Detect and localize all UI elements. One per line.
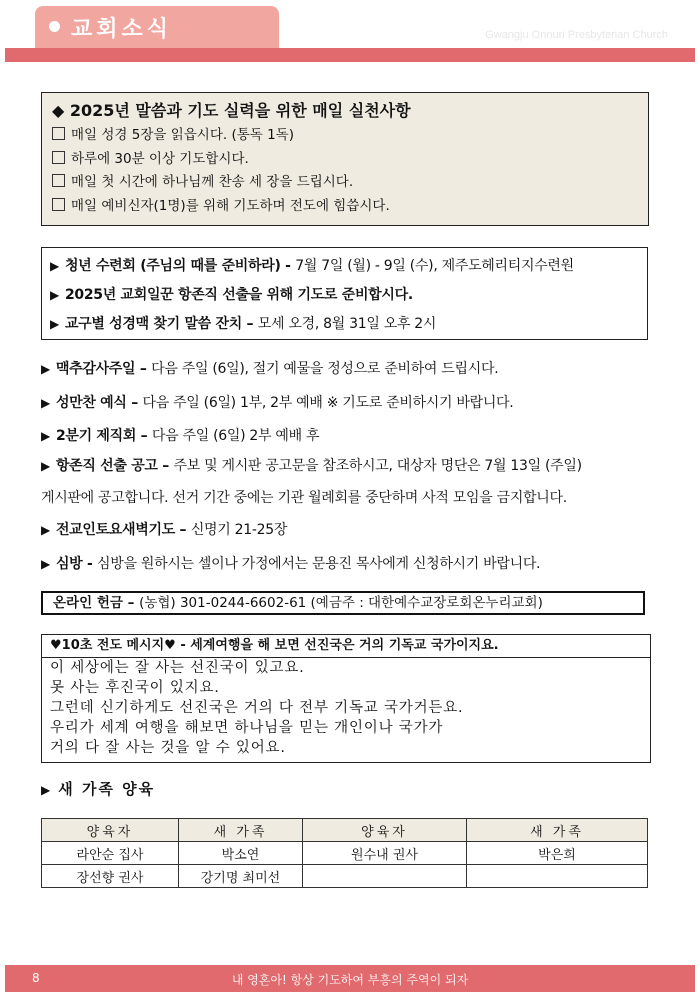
table-cell: 박은희 bbox=[467, 842, 648, 865]
page-number: 8 bbox=[32, 971, 40, 985]
table-header-cell: 양육자 bbox=[303, 819, 467, 842]
notice-item: ▶ 항존직 선출 공고 – 주보 및 게시판 공고문을 참조하시고, 대상자 명단은 7월 13일 (주일) bbox=[41, 458, 582, 474]
events-box bbox=[41, 247, 648, 340]
section-title: 교회소식 bbox=[71, 17, 173, 42]
checkbox-icon bbox=[52, 198, 65, 211]
table-cell: 강기명 최미선 bbox=[179, 865, 303, 888]
checkbox-icon bbox=[52, 174, 65, 187]
table-cell: 라안순 집사 bbox=[42, 842, 179, 865]
footer-motto: 내 영혼아! 항상 기도하여 부흥의 주역이 되자 bbox=[231, 973, 469, 987]
footer-bar bbox=[5, 965, 695, 992]
header-bar bbox=[5, 48, 695, 62]
message-line: 못 사는 후진국이 있지요. bbox=[50, 680, 220, 696]
practice-title: ◆ 2025년 말씀과 기도 실력을 위한 매일 실천사항 bbox=[52, 101, 411, 120]
triangle-right-icon: ▶ bbox=[41, 459, 50, 473]
triangle-right-icon: ▶ bbox=[41, 523, 50, 537]
event-item: ▶ 교구별 성경맥 찾기 말씀 잔치 – 모세 오경, 8월 31일 오후 2시 bbox=[50, 316, 437, 332]
triangle-right-icon: ▶ bbox=[41, 783, 53, 797]
triangle-right-icon: ▶ bbox=[41, 429, 50, 443]
triangle-right-icon: ▶ bbox=[41, 362, 50, 376]
triangle-right-icon: ▶ bbox=[50, 317, 59, 331]
table-cell: 장선향 권사 bbox=[42, 865, 179, 888]
table-cell bbox=[303, 865, 467, 888]
checkbox-icon bbox=[52, 151, 65, 164]
table-cell bbox=[467, 865, 648, 888]
new-family-heading: ▶ 새 가족 양육 bbox=[41, 780, 156, 798]
message-line: 이 세상에는 잘 사는 선진국이 있고요. bbox=[50, 660, 305, 676]
table-header-cell: 새 가족 bbox=[179, 819, 303, 842]
section-tab bbox=[35, 6, 279, 48]
message-title: ♥10초 전도 메시지♥ - 세계여행을 해 보면 선진국은 거의 기독교 국가이지요. bbox=[42, 635, 650, 658]
triangle-right-icon: ▶ bbox=[41, 557, 50, 571]
table-row bbox=[42, 842, 648, 865]
checkbox-icon bbox=[52, 127, 65, 140]
notice-item: ▶ 성만찬 예식 – 다음 주일 (6일) 1부, 2부 예배 ※ 기도로 준비하시기 바랍니다. bbox=[41, 395, 514, 411]
message-line: 우리가 세계 여행을 해보면 하나님을 믿는 개인이나 국가가 bbox=[50, 720, 444, 736]
triangle-right-icon: ▶ bbox=[41, 396, 50, 410]
triangle-right-icon: ▶ bbox=[50, 288, 59, 302]
table-header-cell: 양육자 bbox=[42, 819, 179, 842]
practice-item: 매일 예비신자(1명)를 위해 기도하며 전도에 힘씁시다. bbox=[52, 195, 638, 219]
online-offering-box bbox=[41, 591, 645, 615]
offering-account: (농협) 301-0244-6602-61 (예금주 : 대한예수교장로회온누리교회) bbox=[139, 595, 543, 611]
message-line: 그런데 신기하게도 선진국은 거의 다 전부 기독교 국가거든요. bbox=[50, 700, 464, 716]
practice-item: 하루에 30분 이상 기도합시다. bbox=[52, 148, 638, 172]
message-line: 거의 다 잘 사는 것을 알 수 있어요. bbox=[50, 740, 286, 756]
offering-label: 온라인 헌금 – bbox=[53, 595, 140, 611]
table-cell: 박소연 bbox=[179, 842, 303, 865]
evangelism-message-box bbox=[41, 634, 651, 763]
practice-item: 매일 성경 5장을 읽읍시다. (통독 1독) bbox=[52, 124, 638, 148]
notice-item: ▶ 2분기 제직회 – 다음 주일 (6일) 2부 예배 후 bbox=[41, 428, 320, 444]
table-header-cell: 새 가족 bbox=[467, 819, 648, 842]
new-family-table bbox=[41, 818, 648, 888]
daily-practice-box bbox=[41, 92, 649, 226]
church-name: Gwangju Onnuri Presbyterian Church bbox=[485, 29, 668, 41]
event-item: ▶ 2025년 교회일꾼 항존직 선출을 위해 기도로 준비합시다. bbox=[50, 287, 413, 303]
notice-item: ▶ 전교인토요새벽기도 – 신명기 21-25장 bbox=[41, 522, 288, 538]
notice-continuation: 게시판에 공고합니다. 선거 기간 중에는 기관 월례회를 중단하며 사적 모임을 금지합니다. bbox=[41, 490, 567, 506]
notice-item: ▶ 맥추감사주일 – 다음 주일 (6일), 절기 예물을 정성으로 준비하여 드립시다. bbox=[41, 361, 499, 377]
notice-item: ▶ 심방 - 심방을 원하시는 셀이나 가정에서는 문용진 목사에게 신청하시기 바랍니다. bbox=[41, 556, 541, 572]
practice-item: 매일 첫 시간에 하나님께 찬송 세 장을 드립시다. bbox=[52, 171, 638, 195]
table-row bbox=[42, 865, 648, 888]
bullet-dot-icon bbox=[49, 21, 60, 32]
table-cell: 원수내 권사 bbox=[303, 842, 467, 865]
triangle-right-icon: ▶ bbox=[50, 259, 59, 273]
event-item: ▶ 청년 수련회 (주님의 때를 준비하라) - 7월 7일 (월) - 9일 (수), 제주도헤리티지수련원 bbox=[50, 258, 574, 274]
table-header-row bbox=[42, 819, 648, 842]
